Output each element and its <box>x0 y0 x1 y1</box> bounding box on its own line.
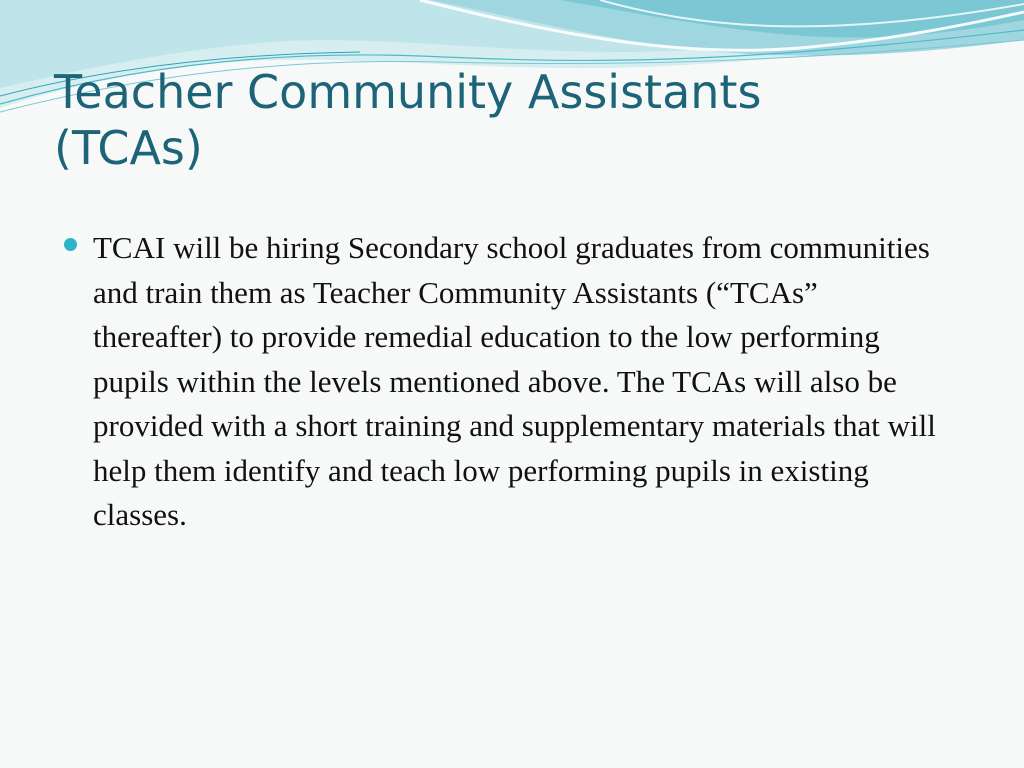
title-line-1: Teacher Community Assistants <box>54 65 762 119</box>
bullet-text: TCAI will be hiring Secondary school graduates from communities and train them as Teacher Community Assistants (“TCAs” thereafter) to provide remedial education to the low performing pupils within the levels mentioned above. The TCAs will also be provided with a short training and supplementary materials that will help them identify and teach low performing pupils in existing classes. <box>93 230 936 532</box>
bullet-dot-icon <box>64 238 77 251</box>
slide-title <box>54 64 954 176</box>
bullet-list <box>64 226 944 538</box>
title-line-2: (TCAs) <box>54 121 203 175</box>
bullet-item <box>64 226 944 538</box>
